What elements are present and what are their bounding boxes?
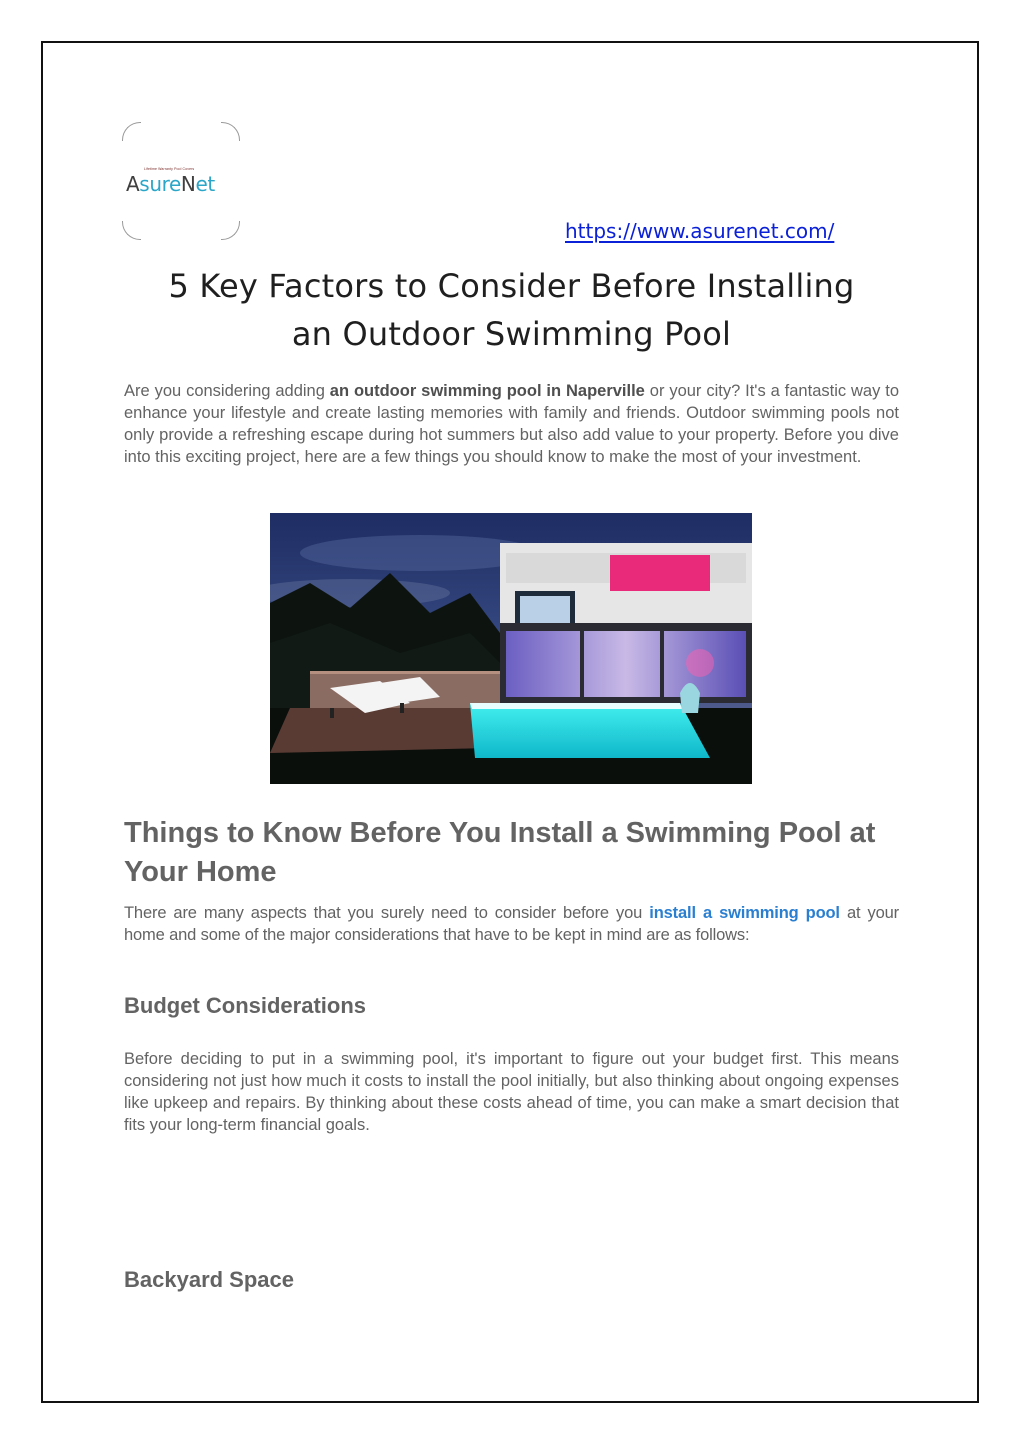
logo-frame-corner (122, 122, 141, 141)
section-heading: Things to Know Before You Install a Swimming Pool at Your Home (124, 817, 876, 888)
logo-tagline: Lifetime Warranty Pool Covers (144, 167, 195, 171)
title-line-2: an Outdoor Swimming Pool (291, 315, 732, 353)
title-line-1: 5 Key Factors to Consider Before Installing (168, 267, 855, 305)
logo-frame-corner (122, 221, 141, 240)
logo-frame-corner (221, 122, 240, 141)
backyard-heading: Backyard Space (124, 1267, 294, 1292)
page-title (124, 262, 899, 358)
logo-wordmark: AsureNet (126, 172, 215, 196)
section-intro-paragraph: There are many aspects that you surely need to consider before you install a swimming pool at your home and some of the major considerations that have to be kept in mind are as follows: (124, 904, 899, 944)
logo-frame-corner (221, 221, 240, 240)
install-pool-link[interactable]: install a swimming pool (649, 904, 840, 922)
intro-bold-phrase: an outdoor swimming pool in Naperville (329, 382, 645, 400)
hero-image (270, 513, 752, 784)
budget-heading: Budget Considerations (124, 993, 367, 1018)
budget-paragraph: Before deciding to put in a swimming pool, it's important to figure out your budget first. This means considering not just how much it costs to install the pool initially, but also thinking about ongoing expenses like upkeep and repairs. By thinking about these costs ahead of time, you can make a smart decision that fits your long-term financial goals. (124, 1050, 899, 1134)
asurenet-logo[interactable] (122, 122, 240, 240)
intro-paragraph: Are you considering adding an outdoor swimming pool in Naperville or your city? It's a fantastic way to enhance your lifestyle and create lasting memories with family and friends. Outdoor swimming pools not only provide a refreshing escape during hot summers but also add value to your property. Before you dive into this exciting project, here are a few things you should know to make the most of your investment. (124, 382, 900, 466)
website-link[interactable]: https://www.asurenet.com/ (565, 219, 835, 243)
